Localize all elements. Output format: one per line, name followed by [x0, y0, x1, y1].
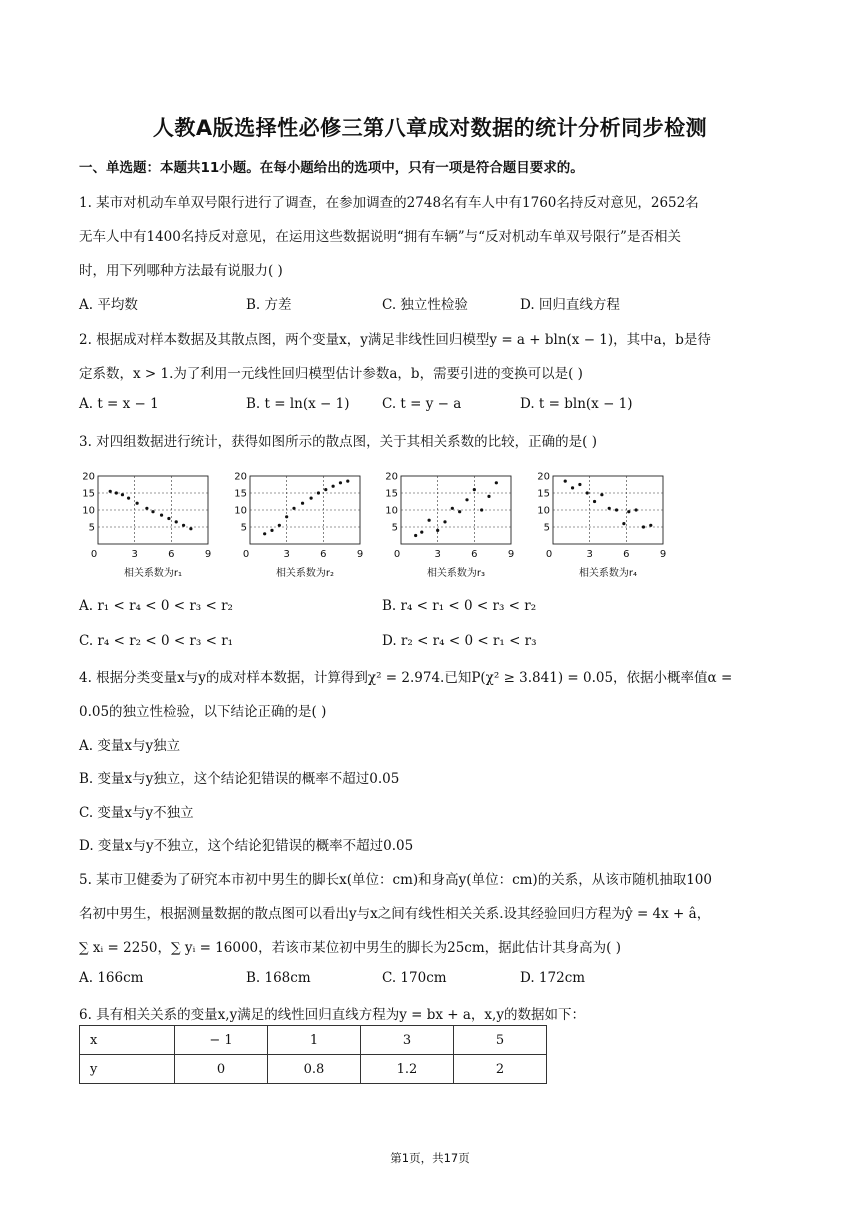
- x-tick-label: 6: [168, 549, 175, 560]
- plot-caption: 相关系数为r₁: [123, 568, 183, 579]
- scatter-point: [586, 491, 589, 494]
- x-tick-label: 3: [586, 549, 593, 560]
- x-tick-label: 9: [507, 549, 515, 560]
- scatter-point: [285, 515, 288, 518]
- plot-caption: 相关系数为r₃: [426, 568, 486, 579]
- scatter-point: [270, 529, 273, 532]
- q5-line-3: ∑ xᵢ = 2250，∑ yᵢ = 16000，若该市某位初中男生的脚长为25cm，据此估计其身高为( ): [79, 940, 621, 956]
- q3-option-c: C. r₄ < r₂ < 0 < r₃ < r₁: [79, 633, 234, 649]
- q5-line-1: 5. 某市卫健委为了研究本市初中男生的脚长x(单位：cm)和身高y(单位：cm)的关系，从该市随机抽取100: [79, 872, 712, 888]
- scatter-point: [608, 507, 611, 510]
- table-cell: 0: [175, 1055, 268, 1084]
- scatter-point: [339, 481, 342, 484]
- scatter-point: [263, 532, 266, 535]
- scatter-point: [635, 508, 638, 511]
- q1-line-3: 时，用下列哪种方法最有说服力( ): [79, 263, 283, 279]
- scatter-point: [458, 510, 461, 513]
- y-tick-label: 10: [537, 505, 550, 517]
- y-tick-label: 20: [82, 471, 95, 483]
- x-tick-label: 0: [242, 549, 250, 560]
- q2-option-c: C. t = y − a: [382, 396, 462, 412]
- scatter-point: [151, 510, 154, 513]
- scatter-point: [310, 497, 313, 500]
- scatter-point: [121, 493, 124, 496]
- y-tick-label: 5: [88, 522, 95, 534]
- scatter-point: [175, 520, 178, 523]
- plot-caption: 相关系数为r₂: [275, 568, 335, 579]
- q3-option-a: A. r₁ < r₄ < 0 < r₃ < r₂: [79, 598, 233, 614]
- x-tick-label: 0: [545, 549, 553, 560]
- scatter-point: [487, 495, 490, 498]
- y-tick-label: 5: [391, 522, 398, 534]
- x-tick-label: 0: [90, 549, 98, 560]
- y-tick-label: 15: [385, 488, 398, 500]
- y-tick-label: 15: [537, 488, 550, 500]
- y-tick-label: 15: [82, 488, 95, 500]
- x-tick-label: 3: [131, 549, 138, 560]
- q1-line-2: 无车人中有1400名持反对意见，在运用这些数据说明“拥有车辆”与“反对机动车单双号限行”是否相关: [79, 229, 681, 245]
- x-tick-label: 0: [393, 549, 401, 560]
- scatter-plot-3: [381, 466, 521, 584]
- scatter-point: [136, 502, 139, 505]
- x-tick-label: 9: [356, 549, 364, 560]
- scatter-point: [465, 498, 468, 501]
- table-row-x: [80, 1026, 547, 1055]
- q3-line-1: 3. 对四组数据进行统计，获得如图所示的散点图，关于其相关系数的比较，正确的是( ): [79, 434, 597, 450]
- scatter-point: [443, 520, 446, 523]
- y-tick-label: 10: [82, 505, 95, 517]
- scatter-point: [278, 524, 281, 527]
- q2-option-b: B. t = ln(x − 1): [246, 396, 350, 412]
- q2-line-1: 2. 根据成对样本数据及其散点图，两个变量x，y满足非线性回归模型y = a + bln(x − 1)，其中a，b是待: [79, 332, 711, 348]
- q1-option-a: A. 平均数: [79, 297, 138, 313]
- data-table: [79, 1025, 547, 1084]
- table-cell: 1: [268, 1026, 361, 1055]
- q4-option-a: A. 变量x与y独立: [79, 738, 181, 754]
- scatter-point: [615, 508, 618, 511]
- scatter-point: [436, 529, 439, 532]
- scatter-plot-2: [230, 466, 370, 584]
- y-tick-label: 20: [537, 471, 550, 483]
- scatter-point: [145, 507, 148, 510]
- scatter-point: [451, 507, 454, 510]
- q1-option-d: D. 回归直线方程: [520, 297, 620, 313]
- scatter-point: [473, 488, 476, 491]
- scatter-point: [642, 525, 645, 528]
- scatter-point: [182, 524, 185, 527]
- table-cell: x: [80, 1026, 175, 1055]
- x-tick-label: 6: [471, 549, 478, 560]
- scatter-point: [600, 493, 603, 496]
- scatter-point: [627, 510, 630, 513]
- scatter-point: [564, 480, 567, 483]
- scatter-point: [109, 490, 112, 493]
- q3-option-d: D. r₂ < r₄ < 0 < r₁ < r₃: [382, 633, 537, 649]
- x-tick-label: 3: [434, 549, 441, 560]
- scatter-point: [495, 481, 498, 484]
- q2-option-d: D. t = bln(x − 1): [520, 396, 633, 412]
- q2-option-a: A. t = x − 1: [79, 396, 159, 412]
- table-cell: 3: [361, 1026, 454, 1055]
- table-cell: y: [80, 1055, 175, 1084]
- y-tick-label: 5: [240, 522, 247, 534]
- scatter-point: [167, 517, 170, 520]
- q5-line-2: 名初中男生，根据测量数据的散点图可以看出y与x之间有线性相关关系.设其经验回归方程为ŷ = 4x + â，: [79, 906, 711, 922]
- scatter-point: [571, 486, 574, 489]
- scatter-point: [622, 522, 625, 525]
- q5-option-a: A. 166cm: [79, 970, 144, 986]
- x-tick-label: 9: [204, 549, 212, 560]
- scatter-plot-1: [78, 466, 218, 584]
- scatter-point: [160, 514, 163, 517]
- scatter-point: [649, 524, 652, 527]
- x-tick-label: 6: [623, 549, 630, 560]
- plot-caption: 相关系数为r₄: [578, 568, 638, 579]
- table-cell: 0.8: [268, 1055, 361, 1084]
- scatter-point: [578, 483, 581, 486]
- scatter-point: [292, 507, 295, 510]
- scatter-point: [317, 491, 320, 494]
- section-heading: 一、单选题：本题共11小题。在每小题给出的选项中，只有一项是符合题目要求的。: [79, 160, 584, 176]
- q4-option-d: D. 变量x与y不独立，这个结论犯错误的概率不超过0.05: [79, 838, 414, 854]
- y-tick-label: 20: [385, 471, 398, 483]
- scatter-point: [301, 502, 304, 505]
- scatter-point: [127, 497, 130, 500]
- scatter-point: [115, 491, 118, 494]
- x-tick-label: 6: [320, 549, 327, 560]
- table-cell: 1.2: [361, 1055, 454, 1084]
- q5-option-c: C. 170cm: [382, 970, 447, 986]
- q1-option-c: C. 独立性检验: [382, 297, 468, 313]
- q3-option-b: B. r₄ < r₁ < 0 < r₃ < r₂: [382, 598, 537, 614]
- scatter-point: [480, 508, 483, 511]
- q1-option-b: B. 方差: [246, 297, 292, 313]
- table-cell: 5: [454, 1026, 547, 1055]
- page-title: 人教A版选择性必修三第八章成对数据的统计分析同步检测: [152, 116, 708, 140]
- scatter-point: [346, 480, 349, 483]
- scatter-point: [420, 531, 423, 534]
- x-tick-label: 9: [659, 549, 667, 560]
- scatter-point: [332, 485, 335, 488]
- scatter-point: [324, 488, 327, 491]
- y-tick-label: 5: [543, 522, 550, 534]
- q6-line-1: 6. 具有相关关系的变量x,y满足的线性回归直线方程为y = bx + a，x,y的数据如下：: [79, 1007, 585, 1023]
- q4-line-2: 0.05的独立性检验，以下结论正确的是( ): [79, 704, 327, 720]
- scatter-point: [428, 519, 431, 522]
- scatter-point: [189, 527, 192, 530]
- q4-option-b: B. 变量x与y独立，这个结论犯错误的概率不超过0.05: [79, 771, 400, 787]
- table-row-y: [80, 1055, 547, 1084]
- q4-option-c: C. 变量x与y不独立: [79, 805, 194, 821]
- scatter-point: [414, 534, 417, 537]
- scatter-plots: [78, 466, 678, 586]
- y-tick-label: 10: [234, 505, 247, 517]
- q5-option-d: D. 172cm: [520, 970, 586, 986]
- y-tick-label: 15: [234, 488, 247, 500]
- q2-line-2: 定系数，x > 1.为了利用一元线性回归模型估计参数a，b，需要引进的变换可以是( ): [79, 366, 583, 382]
- page-footer: 第1页，共17页: [390, 1151, 470, 1165]
- table-cell: 2: [454, 1055, 547, 1084]
- x-tick-label: 3: [283, 549, 290, 560]
- q4-line-1: 4. 根据分类变量x与y的成对样本数据，计算得到χ² = 2.974.已知P(χ² ≥ 3.841) = 0.05，依据小概率值α =: [79, 670, 733, 686]
- table-cell: − 1: [175, 1026, 268, 1055]
- q1-line-1: 1. 某市对机动车单双号限行进行了调查，在参加调查的2748名有车人中有1760名持反对意见，2652名: [79, 195, 699, 211]
- scatter-point: [593, 500, 596, 503]
- q5-option-b: B. 168cm: [246, 970, 311, 986]
- y-tick-label: 10: [385, 505, 398, 517]
- y-tick-label: 20: [234, 471, 247, 483]
- scatter-plot-4: [533, 466, 673, 584]
